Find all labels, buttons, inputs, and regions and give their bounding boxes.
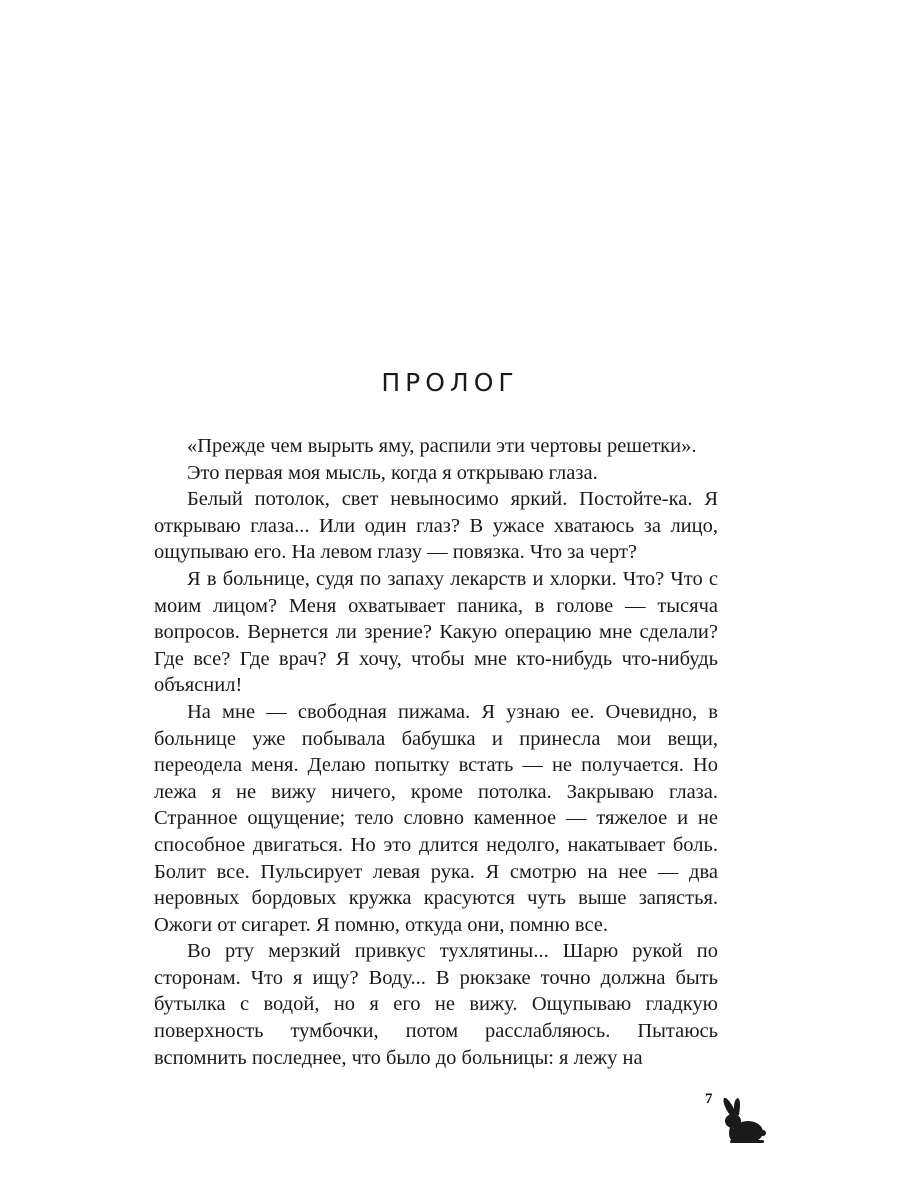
paragraph: Белый потолок, свет невыносимо яркий. Постойте-ка. Я открываю глаза... Или один глаз? В ужасе хватаюсь за лицо, ощупываю его. На левом глазу — повязка. Что за черт?	[154, 488, 718, 564]
paragraph: На мне — свободная пижама. Я узнаю ее. Очевидно, в больнице уже побывала бабушка и принесла мои вещи, переодела меня. Делаю попытку встать — не получается. Но лежа я не вижу ничего, кроме потолка. Закрываю глаза. Странное ощущение; тело словно каменное — тяжелое и не способное двигаться. Но это длится недолго, накатывает боль. Болит все. Пульсирует левая рука. Я смотрю на нее — два неровных бордовых кружка красуются чуть выше запястья. Ожоги от сигарет. Я помню, откуда они, помню все.	[154, 700, 718, 936]
rabbit-icon	[718, 1094, 766, 1144]
paragraph: Я в больнице, судя по запаху лекарств и хлорки. Что? Что с моим лицом? Меня охватывает паника, в голове — тысяча вопросов. Вернется ли зрение? Какую операцию мне сделали? Где все? Где врач? Я хочу, чтобы мне кто-нибудь что-нибудь объяснил!	[154, 567, 718, 697]
paragraph: «Прежде чем вырыть яму, распили эти чертовы решетки».	[187, 435, 697, 457]
chapter-title: ПРОЛОГ	[381, 368, 519, 397]
paragraph: Это первая моя мысль, когда я открываю глаза.	[187, 461, 598, 484]
chapter-body	[154, 433, 718, 1071]
paragraph: Во рту мерзкий привкус тухлятины... Шарю рукой по сторонам. Что я ищу? Воду... В рюкзаке точно должна быть бутылка с водой, но я его не вижу. Ощупываю гладкую поверхность тумбочки, потом расслабляюсь. Пытаюсь вспомнить последнее, что было до больницы: я лежу на	[154, 940, 718, 1069]
page-number: 7	[705, 1091, 713, 1107]
